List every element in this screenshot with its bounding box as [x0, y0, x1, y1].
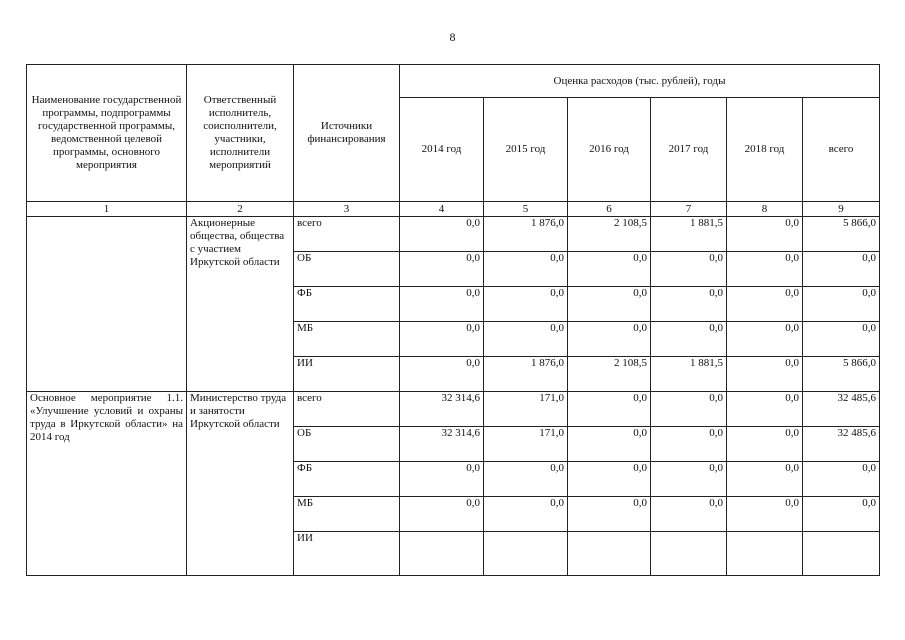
program-name-cell: Основное мероприятие 1.1. «Улучшение условий и охраны труда в Иркутской области» на 2014 год [27, 392, 187, 576]
value-cell: 1 876,0 [484, 357, 568, 392]
source-cell: МБ [294, 322, 400, 357]
header-cost-estimate: Оценка расходов (тыс. рублей), годы [400, 65, 880, 98]
value-cell: 32 314,6 [400, 392, 484, 427]
value-cell: 0,0 [484, 462, 568, 497]
value-cell: 0,0 [803, 252, 880, 287]
column-index: 6 [568, 202, 651, 217]
value-cell: 0,0 [568, 392, 651, 427]
value-cell: 0,0 [803, 287, 880, 322]
value-cell: 32 485,6 [803, 392, 880, 427]
column-index: 1 [27, 202, 187, 217]
value-cell: 0,0 [727, 357, 803, 392]
source-cell: всего [294, 392, 400, 427]
table-row [27, 392, 880, 427]
value-cell: 1 876,0 [484, 217, 568, 252]
value-cell: 2 108,5 [568, 357, 651, 392]
header-year: 2014 год [400, 98, 484, 202]
value-cell: 0,0 [568, 427, 651, 462]
value-cell: 5 866,0 [803, 217, 880, 252]
value-cell [400, 532, 484, 576]
value-cell: 1 881,5 [651, 357, 727, 392]
value-cell: 0,0 [400, 497, 484, 532]
column-index: 5 [484, 202, 568, 217]
executor-cell: Министерство труда и занятости Иркутской области [187, 392, 294, 576]
value-cell [484, 532, 568, 576]
value-cell [568, 532, 651, 576]
value-cell: 0,0 [727, 287, 803, 322]
value-cell: 0,0 [651, 462, 727, 497]
header-year: 2016 год [568, 98, 651, 202]
value-cell: 0,0 [484, 252, 568, 287]
header-year: 2015 год [484, 98, 568, 202]
value-cell: 0,0 [568, 287, 651, 322]
value-cell: 32 485,6 [803, 427, 880, 462]
column-index: 9 [803, 202, 880, 217]
value-cell: 0,0 [727, 427, 803, 462]
budget-table [26, 64, 880, 576]
value-cell: 0,0 [568, 462, 651, 497]
value-cell: 0,0 [568, 252, 651, 287]
value-cell: 0,0 [651, 497, 727, 532]
value-cell: 0,0 [651, 427, 727, 462]
value-cell: 1 881,5 [651, 217, 727, 252]
source-cell: ОБ [294, 427, 400, 462]
value-cell: 0,0 [568, 322, 651, 357]
source-cell: всего [294, 217, 400, 252]
value-cell: 171,0 [484, 392, 568, 427]
value-cell: 0,0 [400, 322, 484, 357]
value-cell: 0,0 [400, 357, 484, 392]
source-cell: ИИ [294, 532, 400, 576]
column-index: 4 [400, 202, 484, 217]
value-cell: 0,0 [484, 497, 568, 532]
source-cell: ФБ [294, 287, 400, 322]
value-cell: 0,0 [568, 497, 651, 532]
value-cell: 0,0 [484, 322, 568, 357]
value-cell: 0,0 [803, 322, 880, 357]
header-year: 2018 год [727, 98, 803, 202]
program-name-cell [27, 217, 187, 392]
value-cell: 0,0 [727, 462, 803, 497]
value-cell: 0,0 [727, 217, 803, 252]
source-cell: ИИ [294, 357, 400, 392]
source-cell: ОБ [294, 252, 400, 287]
value-cell: 32 314,6 [400, 427, 484, 462]
value-cell: 0,0 [727, 497, 803, 532]
column-index: 3 [294, 202, 400, 217]
value-cell: 0,0 [400, 217, 484, 252]
value-cell: 0,0 [651, 287, 727, 322]
source-cell: ФБ [294, 462, 400, 497]
value-cell: 0,0 [727, 392, 803, 427]
header-program-name: Наименование государственной программы, подпрограммы государственной программы, ведомственной целевой программы, основного мероприятия [27, 65, 187, 202]
column-index: 8 [727, 202, 803, 217]
value-cell: 171,0 [484, 427, 568, 462]
value-cell [727, 532, 803, 576]
header-executor: Ответственный исполнитель, соисполнители, участники, исполнители мероприятий [187, 65, 294, 202]
value-cell [651, 532, 727, 576]
value-cell: 2 108,5 [568, 217, 651, 252]
column-index: 2 [187, 202, 294, 217]
header-funding-source: Источники финансирования [294, 65, 400, 202]
value-cell: 0,0 [400, 462, 484, 497]
executor-cell: Акционерные общества, общества с участием Иркутской области [187, 217, 294, 392]
value-cell: 0,0 [803, 462, 880, 497]
value-cell: 0,0 [727, 252, 803, 287]
header-total: всего [803, 98, 880, 202]
column-index: 7 [651, 202, 727, 217]
value-cell: 0,0 [651, 322, 727, 357]
source-cell: МБ [294, 497, 400, 532]
value-cell: 0,0 [400, 287, 484, 322]
value-cell: 0,0 [803, 497, 880, 532]
table-row [27, 217, 880, 252]
value-cell: 0,0 [484, 287, 568, 322]
header-year: 2017 год [651, 98, 727, 202]
page-number: 8 [449, 30, 456, 44]
value-cell: 0,0 [727, 322, 803, 357]
value-cell: 5 866,0 [803, 357, 880, 392]
value-cell: 0,0 [400, 252, 484, 287]
value-cell: 0,0 [651, 392, 727, 427]
value-cell [803, 532, 880, 576]
value-cell: 0,0 [651, 252, 727, 287]
